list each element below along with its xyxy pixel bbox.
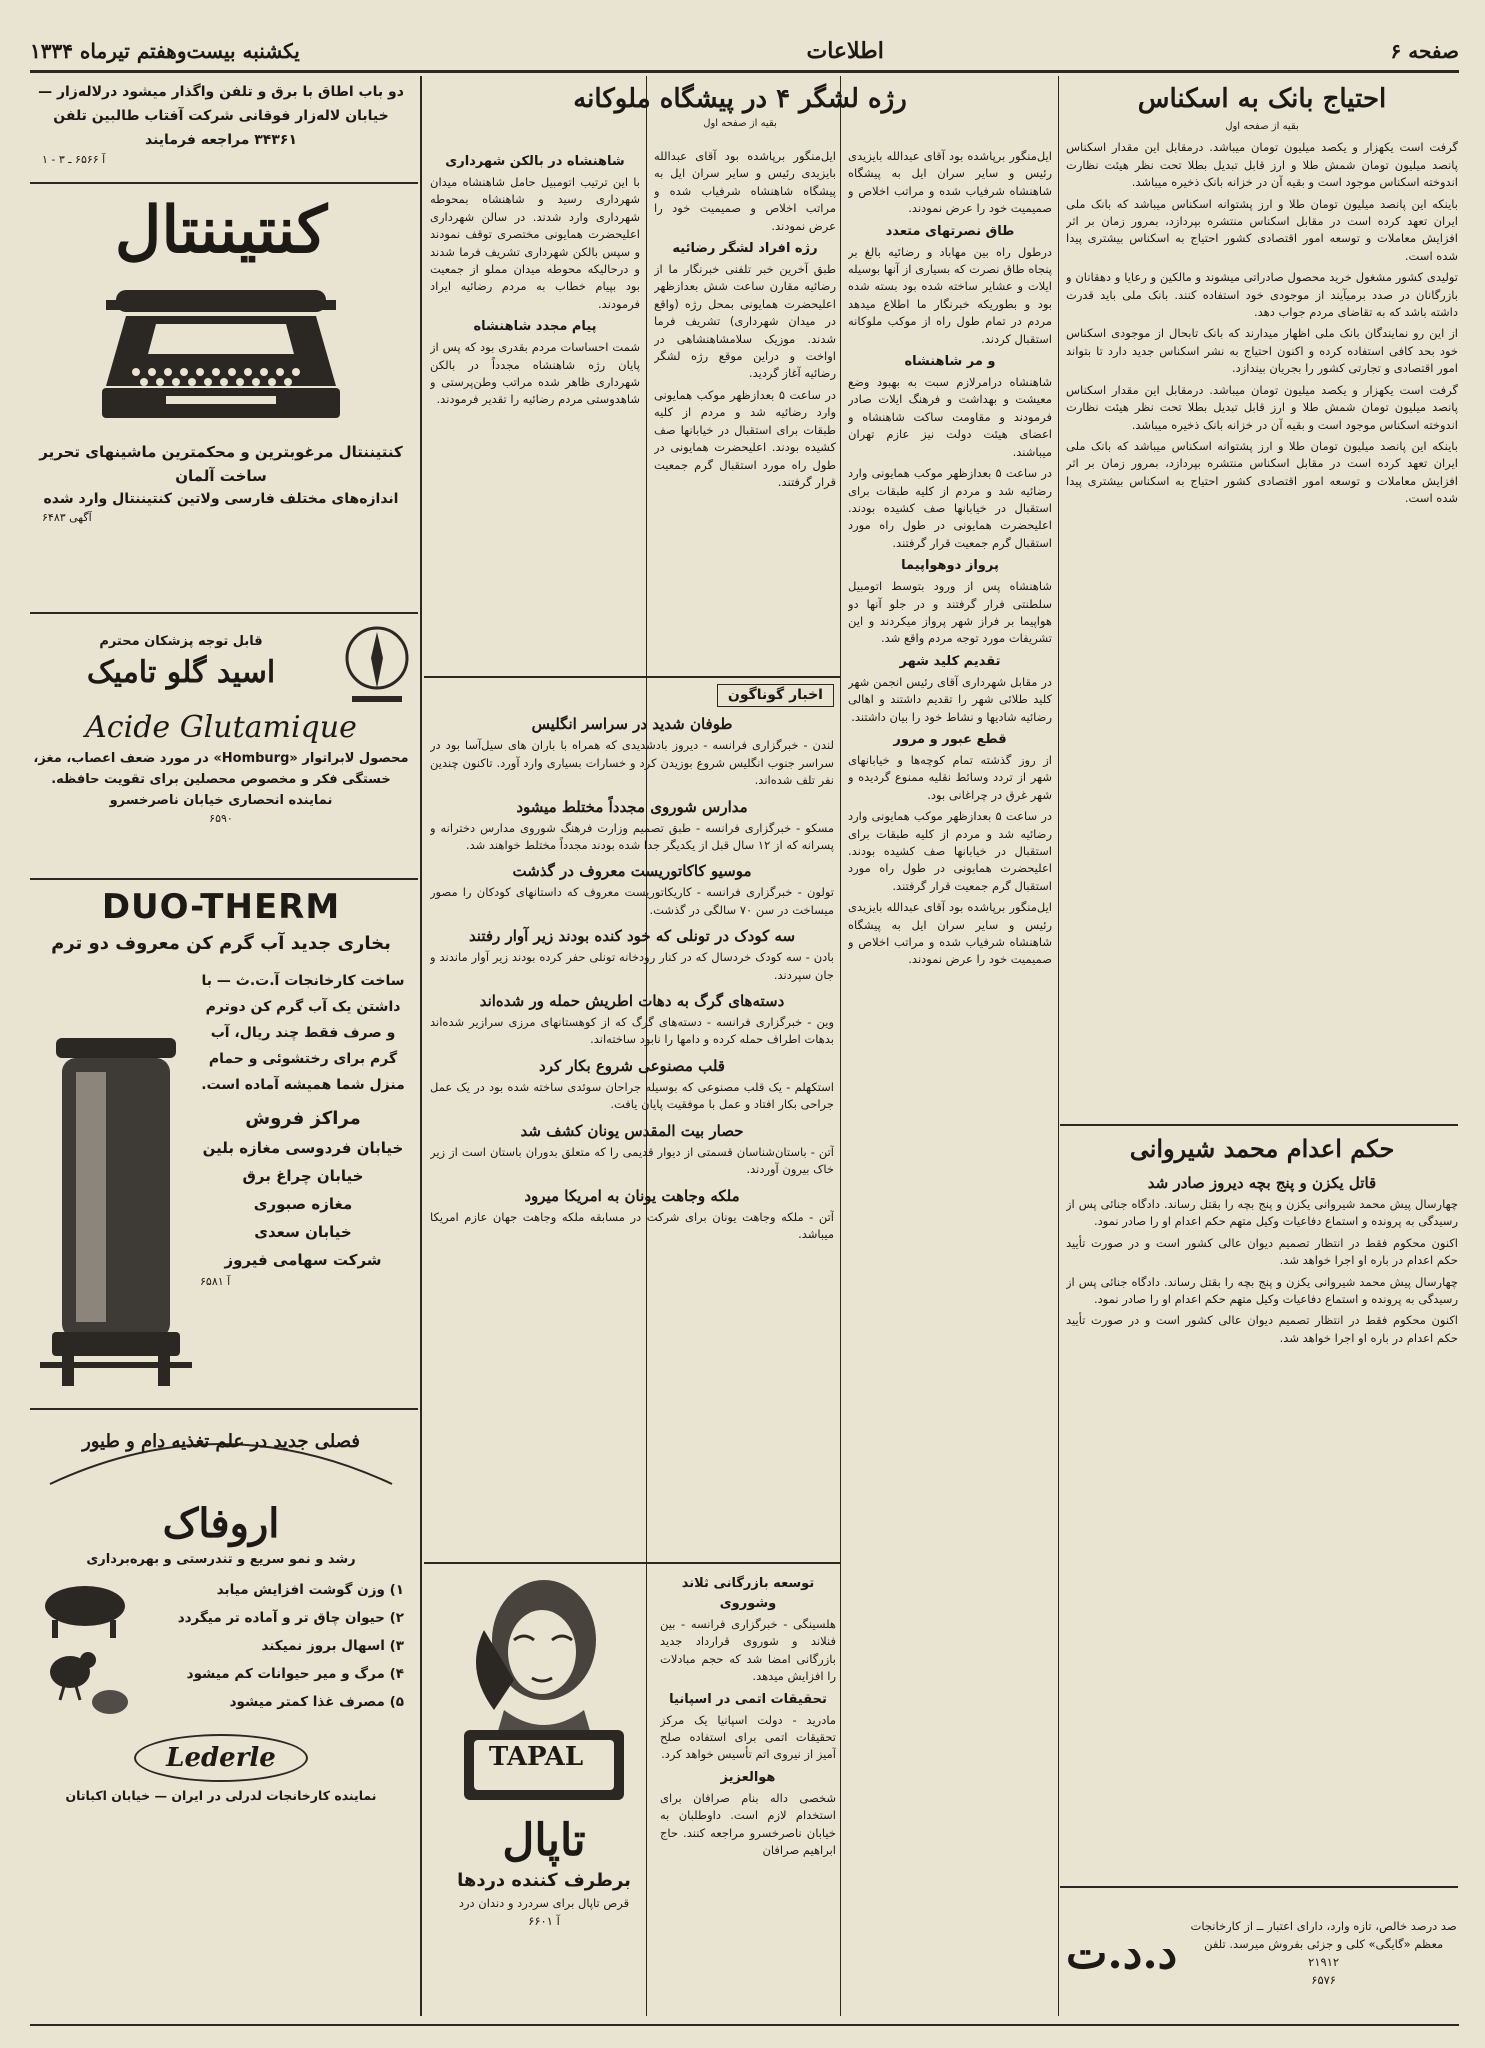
sales-center: شرکت سهامی فیروز — [224, 1251, 382, 1269]
headline: رژه لشگر ۴ در پیشگاه ملوکانه — [573, 84, 907, 114]
news-body: مسکو - خبرگزاری فرانسه - طبق تصمیم وزارت فرهنگ شوروی مدارس دخترانه و پسرانه که از ۱۲ سال قبل از یکدیگر جدا شده بودند مجدداً مختلط خواهند شد. — [430, 820, 834, 853]
paragraph: در ساعت ۵ بعدازظهر موکب همایونی وارد رضائیه شد و مردم از کلیه طبقات برای استقبال در خیابانها صف کشیده بودند. اعلیحضرت همایونی در طول راه مورد استقبال گرم جمعیت قرار گرفتند. — [848, 809, 1052, 893]
ddt-brand: د.د.ت — [1066, 1927, 1178, 1979]
news-title: موسیو کاکاتوریست معروف در گذشت — [512, 862, 752, 881]
paragraph: در ساعت ۵ بعدازظهر موکب همایونی وارد رضائیه شد و مردم از کلیه طبقات برای استقبال در خیابانها صف کشیده بودند. اعلیحضرت همایونی در طول راه مورد استقبال گرم جمعیت قرار گرفتند. — [848, 466, 1052, 550]
paragraph: طبق آخرین خبر تلفنی خبرنگار ما از رضائیه مقارن ساعت شش بعدازظهر اعلیحضرت همایونی بمحل رژه (واقع در میدان شهرداری) تشریف فرما شدند. موزیک سلامشاهنشاهی در اواخت و دراین موقع رژه لشگر رضائیه آغاز گردید. — [654, 262, 836, 381]
tapal-body: قرص تاپال برای سردرد و دندان درد — [458, 1896, 630, 1910]
ddt-ad — [1066, 1894, 1458, 2012]
news-title: ملکه وجاهت یونان به امریکا میرود — [524, 1186, 740, 1205]
news-body: تولون - خبرگزاری فرانسه - کاریکاتوریست معروف که داستانهای کودکان را مصور میساخت در سن ۷۰ سالگی در گذشت. — [430, 885, 834, 917]
brief-title: توسعه بازرگانی ثلاند وشوروی — [681, 1576, 815, 1611]
room-ad-code: آ ۶۵۶۶ ـ ۳ - ۱ — [42, 153, 106, 166]
duotherm-tagline: بخاری جدید آب گرم کن معروف دو ترم — [51, 933, 391, 954]
continental-brand: کنتیننتال — [114, 193, 328, 268]
news-title: دسته‌های گرگ به دهات اطریش حمله ور شده‌اند — [479, 992, 785, 1011]
news-title: قلب مصنوعی شروع بکار کرد — [539, 1056, 725, 1075]
tapal-code: آ ۶۶۰۱ — [528, 1914, 560, 1928]
paragraph: در مقابل شهرداری آقای رئیس انجمن شهر کلید طلائی شهر را تقدیم داشتند و اهالی رضائیه شادیها و نشاط خود را بیان داشتند. — [848, 674, 1052, 724]
paragraph: اکنون محکوم فقط در انتظار تصمیم دیوان عالی کشور است و در صورت تأیید حکم اعدام در باره او اجرا خواهد شد. — [1066, 1313, 1458, 1345]
paragraph: اکنون محکوم فقط در انتظار تصمیم دیوان عالی کشور است و در صورت تأیید حکم اعدام در باره او اجرا خواهد شد. — [1066, 1235, 1458, 1268]
paragraph: با این ترتیب اتومبیل حامل شاهنشاه میدان شهرداری رسید و شاهنشاه بمحوطه شهرداری وارد شدند. در سالن شهرداری اعلیحضرت همایونی مختصری توقف نمودند و سپس بالکن شهرداری تشریف فرما شدند و درحالیکه محوطه میدان مملو از جمعیت بود بپیام خطاب به مردم رضائیه ایراد فرمودند. — [430, 175, 640, 311]
column-divider — [420, 76, 422, 2016]
duotherm-body: ساخت کارخانجات آ.ت.ث — با داشتن یک آب گرم کن دوترم و صرف فقط چند ریال، آب گرم برای رختشوئی و حمام منزل شما همیشه آماده است. — [201, 973, 405, 1093]
paragraph: چهارسال پیش محمد شیروانی یکزن و پنج بچه را بقتل رساند. دادگاه جنائی پس از رسیدگی به پرونده و استماع دفاعیات وکیل متهم حکم اعدام او را صادر نمود. — [1066, 1274, 1458, 1307]
duotherm-brand: DUO-THERM — [101, 887, 341, 927]
ad-rule — [30, 1408, 418, 1410]
masthead — [30, 34, 1459, 68]
section-rule — [1060, 1886, 1458, 1888]
news-box-label: اخبار گوناگون — [717, 684, 834, 707]
headline: حکم اعدام محمد شیروانی — [1129, 1134, 1395, 1163]
news-body: آتن - باستان‌شناسان قسمتی از دیوار قدیمی را که متعلق بدوران باستان است از زیر خاک بیرون آوردند. — [430, 1144, 834, 1177]
section-title: طاق نصرتهای متعدد — [885, 223, 1015, 239]
masthead-rule — [30, 70, 1459, 73]
glutamic-label: قابل توجه پزشکان محترم — [99, 634, 263, 649]
paragraph: گرفت است یکهزار و یکصد میلیون تومان میباشد. درمقابل این مقدار اسکناس پانصد میلیون تومان شمش طلا و ارز قابل تبدیل بطلا تحت نظر هیئت نظارت اندوخته اسکناس موجود است و بقیه آن در خزانه بانک ذخیره میباشد. — [1066, 382, 1458, 432]
glutamic-brand: اسید گلو تامیک — [86, 655, 276, 690]
section-title: پرواز دوهواپیما — [901, 558, 999, 574]
continental-line1: کنتیننتال مرغوبترین و محکمترین ماشینهای تحریر ساخت آلمان — [39, 443, 403, 485]
aurofac-point: ۳) اسهال بروز نمیکند — [261, 1638, 404, 1654]
paragraph: باینکه این پانصد میلیون تومان طلا و ارز پشتوانه اسکناس میباشد که بانک ملی ایران تعهد کرده است در مقابل اسکناس منتشره بپردازد، بمرور زمان بر اثر افزایش معاملات و توسعه امور اقتصادی کشور احتیاج به اسکناس بیشتری پیدا شده است. — [1066, 196, 1458, 263]
aurofac-brand: اروفاک — [162, 1500, 280, 1547]
bottom-rule — [30, 2024, 1459, 2026]
aurofac-point: ۵) مصرف غذا کمتر میشود — [229, 1694, 404, 1710]
paragraph: شاهنشاه پس از ورود بتوسط اتومبیل سلطنتی فرار گرفتند و در جلو آنها دو هواپیما بر فراز شهر پرواز میکردند و این تشریفات مورد توجه مردم واقع شد. — [848, 579, 1052, 646]
column-divider — [840, 76, 841, 2016]
paragraph: درطول راه بین مهاباد و رضائیه بالغ بر پنجاه طاق نصرت که بسیاری از آنها بوسیله ایلات و عشایر ساخته شده بود بسته شده بود و بطوریکه خبرنگار ما اطلاع میدهد مردم در تمام طول راه از موکب ملوکانه استقبال کردند. — [848, 244, 1052, 346]
news-body: وین - خبرگزاری فرانسه - دسته‌های گرگ که از کوهستانهای مرزی سرازیر شده‌اند بدهات اطراف حمله کرده و دامها را نابود ساخته‌اند. — [430, 1015, 834, 1047]
brief-body: هلسینگی - خبرگزاری فرانسه - بین فنلاند و شوروی قرارداد جدید بازرگانی امضا شد که حجم مبادلات را افزایش میدهد. — [660, 1617, 836, 1684]
aurofac-point: ۲) حیوان چاق تر و آماده تر میگردد — [177, 1610, 404, 1626]
glutamic-body: محصول لابراتوار «Homburg» در مورد ضعف اعصاب، مغز، خستگی فکر و مخصوص محصلین برای تقویت حافظه. نماینده انحصاری خیابان ناصرخسرو — [33, 751, 409, 808]
news-box — [430, 684, 834, 1560]
newspaper-name: اطلاعات — [806, 38, 884, 64]
glutamic-ad — [30, 618, 412, 878]
paragraph: باینکه این پانصد میلیون تومان طلا و ارز پشتوانه اسکناس میباشد که بانک ملی ایران تعهد کرده است در مقابل اسکناس منتشره بپردازد، بمرور زمان بر اثر افزایش معاملات و توسعه امور اقتصادی کشور احتیاج به اسکناس بیشتری پیدا شده است. — [1066, 438, 1458, 506]
sales-center: خیابان چراغ برق — [242, 1167, 364, 1185]
ad-rule — [30, 612, 418, 614]
section-title: تقدیم کلید شهر — [899, 653, 1001, 669]
duotherm-code: آ ۶۵۸۱ — [200, 1275, 231, 1288]
section-title: پیام مجدد شاهنشاه — [473, 319, 597, 335]
section-rule — [424, 1562, 840, 1564]
sales-center: خیابان فردوسی مغازه بلین — [202, 1139, 404, 1157]
paragraph: ایل‌منگور برپاشده بود آقای عبدالله بایزیدی رئیس و سایر سران ایل به پیشگاه شاهنشاه شرفیاب شده و مراتب اخلاص و صمیمیت خود را عرض نمودند. — [654, 149, 836, 233]
page-number: صفحه ۶ — [1390, 39, 1459, 63]
article-parade-col1 — [430, 148, 640, 668]
tapal-ad — [436, 1570, 652, 2010]
continued-note: بقیه از صفحه اول — [703, 118, 777, 129]
article-parade-header — [426, 80, 1054, 133]
article-bank — [1066, 80, 1458, 1120]
banner-arc — [30, 1414, 412, 1494]
article-parade-col2 — [654, 148, 836, 668]
continued-note: بقیه از صفحه اول — [1225, 121, 1299, 132]
room-ad-text: دو باب اطاق با برق و تلفن واگذار میشود درلاله‌زار — خیابان لاله‌زار فوقانی شرکت آفتاب طالبین تلفن ۳۴۳۶۱ مراجعه فرمایند — [38, 84, 404, 148]
paragraph: تولیدی کشور مشغول خرید محصول صادراتی میشوند و مالکین و رعایا و دهقانان و بازرگانان در صدد برمیآیند از موجودی خود استفاده کنند. بانک ملی باید قدرت داشته باشد که به تقاضای مردم جواب دهد. — [1066, 270, 1458, 320]
news-title: سه کودک در تونلی که خود کنده بودند زیر آوار رفتند — [468, 927, 796, 946]
ad-rule — [30, 182, 418, 184]
news-body: آتن - ملکه وجاهت یونان برای شرکت در مسابقه ملکه وجاهت جهان عازم امریکا میباشد. — [430, 1209, 834, 1241]
paragraph: گرفت است یکهزار و یکصد میلیون تومان میباشد. درمقابل این مقدار اسکناس پانصد میلیون تومان شمش طلا و ارز قابل تبدیل بطلا تحت نظر هیئت نظارت اندوخته اسکناس موجود است و بقیه آن در خزانه بانک ذخیره میباشد. — [1066, 140, 1458, 190]
aurofac-agent: نماینده کارخانجات لدرلی در ایران — خیابان اکباتان — [65, 1788, 377, 1803]
continental-code: آگهی ۶۴۸۳ — [42, 511, 92, 524]
aurofac-subtitle: رشد و نمو سریع و تندرستی و بهره‌برداری — [86, 1552, 356, 1567]
ddt-ad-text: صد درصد خالص، تازه وارد، دارای اعتبار ــ از کارخانجات معظم «گایگی» کلی و جزئی بفروش میرسد. تلفن ۲۱۹۱۲ — [1190, 1919, 1457, 1969]
sales-center: مغازه صبوری — [253, 1195, 353, 1213]
side-briefs — [660, 1570, 836, 2010]
paragraph: ایل‌منگور برپاشده بود آقای عبدالله بایزیدی رئیس و سایر سران ایل به پیشگاه شاهنشاه شرفیاب شده و مراتب اخلاص و صمیمیت خود را عرض نمودند. — [848, 149, 1052, 216]
woman-headache-illustration — [444, 1570, 644, 1810]
brief-title: تحقیقات اتمی در اسپانیا — [669, 1691, 827, 1707]
ad-rule — [30, 878, 418, 880]
news-body: لندن - خبرگزاری فرانسه - دیروز بادشدیدی که همراه با باران های سیل‌آسا بود در سراسر جنوب انگلیس شروع بوزیدن کرد و خسارات بسیاری وارد آورد. تاکنون چندین نفر تلف شده‌اند. — [430, 738, 834, 788]
paragraph: ایل‌منگور برپاشده بود آقای عبدالله بایزیدی رئیس و سایر سران ایل به پیشگاه شاهنشاه شرفیاب شده و مراتب اخلاص و صمیمیت خود را عرض نمودند. — [848, 900, 1052, 967]
news-title: حصار بیت المقدس یونان کشف شد — [520, 1121, 744, 1140]
section-title: قطع عبور و مرور — [893, 731, 1007, 747]
aurofac-point: ۱) وزن گوشت افزایش میابد — [216, 1582, 404, 1598]
ddt-ad-code: ۶۵۷۶ — [1311, 1973, 1336, 1987]
paragraph: شمت احساسات مردم بقدری بود که پس از پایان رژه شاهنشاه مجدداً در بالکن شهرداری ظاهر شده مراتب وطن‌پرستی و شاهدوستی مردم رضائیه را تقدیر فرمودند. — [430, 340, 640, 407]
paragraph: از این رو نمایندگان بانک ملی اظهار میدارند که بانک تابحال از موجودی اسکناس خود بحد کافی استفاده کرده و اکنون احتیاج به نشر اسکناس جدید دارد تا بتواند امور اقتصادی و تجارتی کشور را بجریان بیندازد. — [1066, 326, 1458, 376]
news-title: مدارس شوروی مجدداً مختلط میشود — [516, 797, 748, 816]
tapal-tagline: برطرف کننده دردها — [457, 1870, 631, 1891]
subheadline: قاتل یکزن و پنج بچه دیروز صادر شد — [1147, 1174, 1377, 1192]
brief-title: هوالعزیز — [720, 1769, 776, 1785]
water-heater-illustration — [36, 1032, 196, 1392]
aurofac-ad — [30, 1414, 412, 2014]
sales-center: خیابان سعدی — [254, 1223, 352, 1241]
brief-body: شخصی داله بنام صرافان برای استخدام لازم است. داوطلبان به خیابان ناصرخسرو مراجعه کنند. حاج ابراهیم صرافان — [660, 1790, 836, 1858]
brief-body: مادرید - دولت اسپانیا یک مرکز تحقیقات اتمی برای استفاده صلح آمیز از نیروی اتم تأسیس خواهد کرد. — [660, 1712, 836, 1762]
section-title: رژه افراد لشگر رضائیه — [672, 241, 818, 257]
typewriter-illustration — [96, 280, 346, 430]
news-body: استکهلم - یک قلب مصنوعی که بوسیله جراحان سوئدی ساخته شده بود در یک عمل جراحی بکار افتاد و عمل با موفقیت پایان یافت. — [430, 1079, 834, 1112]
paragraph: از روز گذشته تمام کوچه‌ها و خیابانهای شهر از تردد وسائط نقلیه ممنوع گردیده و شهر غرق در چراغانی بود. — [848, 752, 1052, 802]
column-divider — [1058, 76, 1059, 2016]
glutamic-latin: Acide Glutamique — [85, 710, 357, 745]
issue-date: یکشنبه بیست‌وهفتم تیرماه ۱۳۳۴ — [30, 39, 300, 63]
tapal-brand: تاپال — [502, 1815, 586, 1866]
duotherm-centers-title: مراکز فروش — [245, 1108, 361, 1129]
aurofac-banner: فصلی جدید در علم تغذیه دام و طیور — [82, 1431, 360, 1452]
paragraph: شاهنشاه درامرلازم سبت به بهبود وضع معیشت و بهداشت و فرهنگ ایلات صادر فرمودند و مقاومت ساکت شاهنشاه و اعضای هیئت دولت نیز عازم تهران میباشند. — [848, 375, 1052, 459]
section-rule — [424, 676, 840, 678]
paragraph: چهارسال پیش محمد شیروانی یکزن و پنج بچه را بقتل رساند. دادگاه جنائی پس از رسیدگی به پرونده و استماع دفاعیات وکیل متهم حکم اعدام او را صادر نمود. — [1066, 1197, 1458, 1229]
continental-line2: اندازه‌های مختلف فارسی ولاتین کنتیننتال وارد شده — [43, 491, 399, 507]
article-verdict — [1066, 1130, 1458, 1550]
news-title: طوفان شدید در سراسر انگلیس — [531, 715, 733, 734]
section-title: و مر شاهنشاه — [904, 354, 996, 370]
continental-ad — [30, 188, 412, 608]
news-body: بادن - سه کودک خردسال که در کنار رودخانه تونلی حفر کرده بودند زیر آوار ماندند و جان سپردند. — [430, 950, 834, 982]
lederle-logo: Lederle — [134, 1734, 308, 1782]
room-ad — [30, 80, 412, 180]
glutamic-code: ۶۵۹۰ — [209, 812, 233, 825]
aurofac-point: ۴) مرگ و میر حیوانات کم میشود — [186, 1666, 404, 1682]
pharma-logo-icon — [342, 618, 412, 708]
section-rule — [1060, 1124, 1458, 1126]
section-title: شاهنشاه در بالکن شهرداری — [445, 154, 625, 169]
article-parade-continued — [848, 148, 1052, 1538]
tapal-brand-latin: TAPAL — [488, 1742, 584, 1772]
headline: احتیاج بانک به اسکناس — [1137, 84, 1387, 114]
livestock-illustration — [30, 1576, 140, 1726]
paragraph: در ساعت ۵ بعدازظهر موکب همایونی وارد رضائیه شد و مردم از کلیه طبقات برای استقبال در خیابانها صف کشیده بودند. اعلیحضرت همایونی در طول راه مورد استقبال گرم جمعیت قرار گرفتند. — [654, 387, 836, 489]
